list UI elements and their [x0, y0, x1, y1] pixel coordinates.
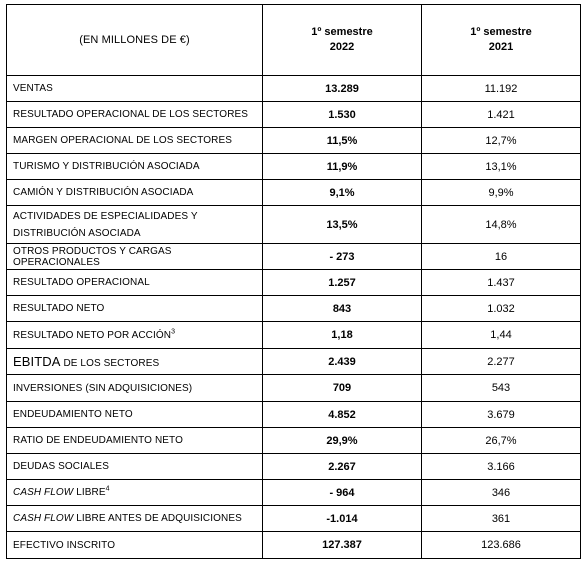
value-2022: 1,18	[263, 322, 422, 349]
table-row	[7, 270, 581, 296]
value-2022: 127.387	[263, 532, 422, 559]
table-row	[7, 506, 581, 532]
value-2022: 11,5%	[263, 128, 422, 154]
table-row	[7, 244, 581, 270]
header-2021	[422, 5, 581, 76]
value-2021: 9,9%	[422, 180, 581, 206]
row-label-text: LIBRE	[73, 487, 106, 498]
row-label-text: LIBRE ANTES DE ADQUISICIONES	[73, 513, 242, 524]
table-row	[7, 102, 581, 128]
row-label: ENDEUDAMIENTO NETO	[7, 402, 263, 428]
row-label	[7, 480, 263, 506]
table-row	[7, 128, 581, 154]
value-2021: 361	[422, 506, 581, 532]
value-2021: 3.679	[422, 402, 581, 428]
header-2021-line2: 2021	[488, 41, 514, 53]
value-2021: 11.192	[422, 76, 581, 102]
value-2021: 3.166	[422, 454, 581, 480]
row-label: RESULTADO OPERACIONAL DE LOS SECTORES	[7, 102, 263, 128]
value-2022: - 273	[263, 244, 422, 270]
header-2022-line2: 2022	[329, 41, 355, 53]
value-2021: 14,8%	[422, 206, 581, 244]
row-label: INVERSIONES (SIN ADQUISICIONES)	[7, 375, 263, 402]
value-2021: 1.437	[422, 270, 581, 296]
table-row	[7, 454, 581, 480]
table-row	[7, 402, 581, 428]
row-label	[7, 206, 263, 244]
table-row	[7, 480, 581, 506]
table-row	[7, 206, 581, 244]
value-2021: 346	[422, 480, 581, 506]
row-label: RESULTADO OPERACIONAL	[7, 270, 263, 296]
table-row	[7, 180, 581, 206]
header-row	[7, 5, 581, 76]
value-2021: 543	[422, 375, 581, 402]
row-label: OTROS PRODUCTOS Y CARGAS OPERACIONALES	[7, 244, 263, 270]
value-2022: 9,1%	[263, 180, 422, 206]
header-2021-line1: 1º semestre	[470, 26, 532, 38]
row-label: DEUDAS SOCIALES	[7, 454, 263, 480]
cash-flow-italic: CASH FLOW	[13, 513, 74, 524]
value-2021: 1,44	[422, 322, 581, 349]
table-row	[7, 349, 581, 375]
header-2022	[263, 5, 422, 76]
value-2022: 13,5%	[263, 206, 422, 244]
header-units-label: (EN MILLONES DE €)	[7, 5, 263, 76]
row-label-text: DE LOS SECTORES	[60, 358, 160, 369]
value-2021: 1.421	[422, 102, 581, 128]
row-label: CAMIÓN Y DISTRIBUCIÓN ASOCIADA	[7, 180, 263, 206]
row-label-text: RESULTADO NETO POR ACCIÓN	[13, 329, 172, 341]
row-label: RATIO DE ENDEUDAMIENTO NETO	[7, 428, 263, 454]
table-row	[7, 322, 581, 349]
value-2022: 843	[263, 296, 422, 322]
value-2021: 1.032	[422, 296, 581, 322]
value-2022: 709	[263, 375, 422, 402]
footnote-marker: 4	[105, 485, 110, 493]
table-row	[7, 76, 581, 102]
row-label	[7, 322, 263, 349]
financial-results-table	[6, 4, 581, 559]
footnote-marker: 3	[171, 328, 176, 336]
value-2022: 2.267	[263, 454, 422, 480]
row-label	[7, 349, 263, 375]
value-2022: 2.439	[263, 349, 422, 375]
value-2022: -1.014	[263, 506, 422, 532]
row-label-line2: DISTRIBUCIÓN ASOCIADA	[13, 227, 141, 239]
value-2022: 29,9%	[263, 428, 422, 454]
value-2022: 11,9%	[263, 154, 422, 180]
value-2022: 1.530	[263, 102, 422, 128]
row-label: EFECTIVO INSCRITO	[7, 532, 263, 559]
table-row	[7, 375, 581, 402]
table-row	[7, 296, 581, 322]
cash-flow-italic: CASH FLOW	[13, 487, 74, 498]
table-row	[7, 532, 581, 559]
value-2021: 12,7%	[422, 128, 581, 154]
value-2021: 123.686	[422, 532, 581, 559]
value-2021: 16	[422, 244, 581, 270]
value-2021: 26,7%	[422, 428, 581, 454]
value-2022: - 964	[263, 480, 422, 506]
row-label	[7, 506, 263, 532]
row-label: RESULTADO NETO	[7, 296, 263, 322]
value-2022: 13.289	[263, 76, 422, 102]
row-label: TURISMO Y DISTRIBUCIÓN ASOCIADA	[7, 154, 263, 180]
row-label: VENTAS	[7, 76, 263, 102]
value-2021: 13,1%	[422, 154, 581, 180]
header-2022-line1: 1º semestre	[311, 26, 373, 38]
value-2021: 2.277	[422, 349, 581, 375]
ebitda-label: EBITDA	[13, 354, 61, 369]
row-label: MARGEN OPERACIONAL DE LOS SECTORES	[7, 128, 263, 154]
value-2022: 1.257	[263, 270, 422, 296]
table-row	[7, 428, 581, 454]
row-label-line1: ACTIVIDADES DE ESPECIALIDADES Y	[13, 210, 198, 222]
table-row	[7, 154, 581, 180]
value-2022: 4.852	[263, 402, 422, 428]
